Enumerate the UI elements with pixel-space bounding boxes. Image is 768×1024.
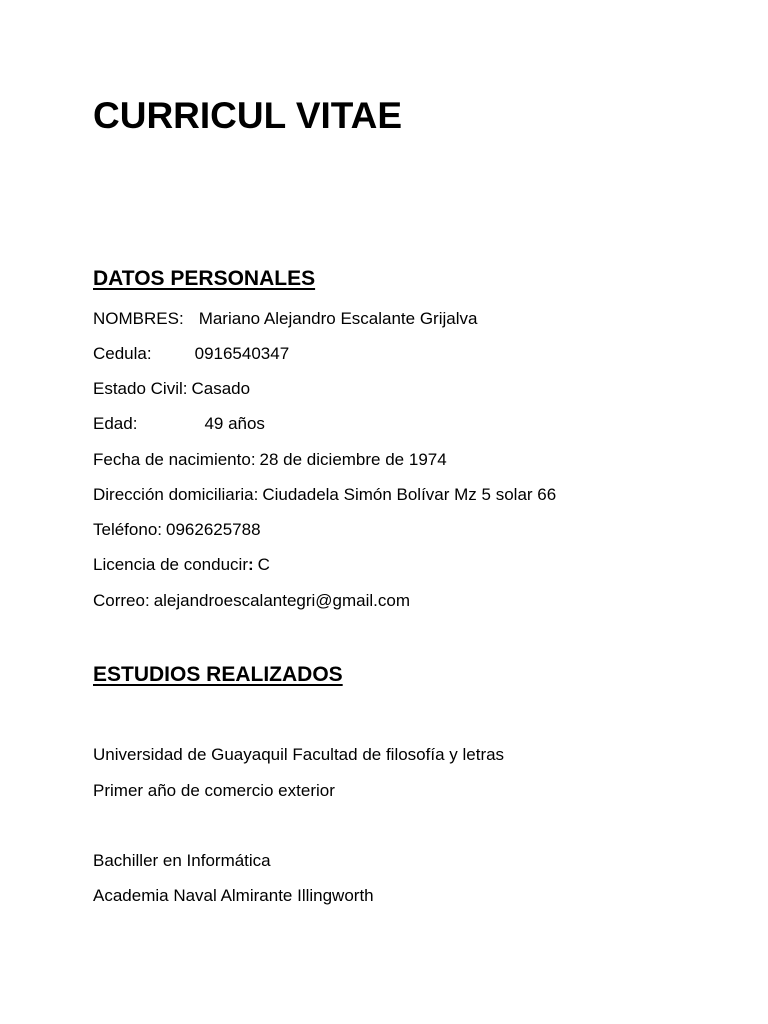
license-line (93, 554, 270, 576)
document-title: CURRICUL VITAE (93, 95, 403, 136)
email-label: Correo: (93, 591, 150, 610)
id-card-label: Cedula: (93, 344, 152, 363)
marital-status-label: Estado Civil: (93, 379, 188, 398)
high-school-degree: Bachiller en Informática (93, 851, 271, 870)
phone-line (93, 519, 261, 541)
address-line (93, 484, 556, 506)
names-line (93, 308, 477, 330)
license-label: Licencia de conducir (93, 555, 248, 574)
university-detail: Primer año de comercio exterior (93, 781, 335, 800)
marital-status-value: Casado (191, 379, 251, 398)
id-card-line (93, 343, 289, 365)
address-label: Dirección domiciliaria: (93, 485, 259, 504)
section-heading-studies: ESTUDIOS REALIZADOS (93, 663, 343, 686)
email-line (93, 590, 410, 612)
names-value: Mariano Alejandro Escalante Grijalva (198, 309, 478, 328)
phone-value: 0962625788 (166, 520, 261, 539)
section-heading-personal-data: DATOS PERSONALES (93, 267, 316, 290)
address-value: Ciudadela Simón Bolívar Mz 5 solar 66 (262, 485, 557, 504)
age-label: Edad: (93, 414, 138, 433)
phone-label: Teléfono: (93, 520, 162, 539)
names-label: NOMBRES: (93, 309, 184, 328)
birth-date-line (93, 449, 447, 471)
birth-date-label: Fecha de nacimiento: (93, 450, 256, 469)
email-value: alejandroescalantegri@gmail.com (153, 591, 411, 610)
age-line (93, 413, 265, 435)
high-school-institution: Academia Naval Almirante Illingworth (93, 886, 374, 905)
university-institution: Universidad de Guayaquil Facultad de filosofía y letras (93, 745, 505, 764)
birth-date-value: 28 de diciembre de 1974 (259, 450, 447, 469)
id-card-value: 0916540347 (194, 344, 290, 363)
age-value: 49 años (204, 414, 265, 433)
marital-status-line (93, 378, 250, 400)
license-colon: : (247, 555, 254, 574)
license-value: C (257, 555, 270, 574)
